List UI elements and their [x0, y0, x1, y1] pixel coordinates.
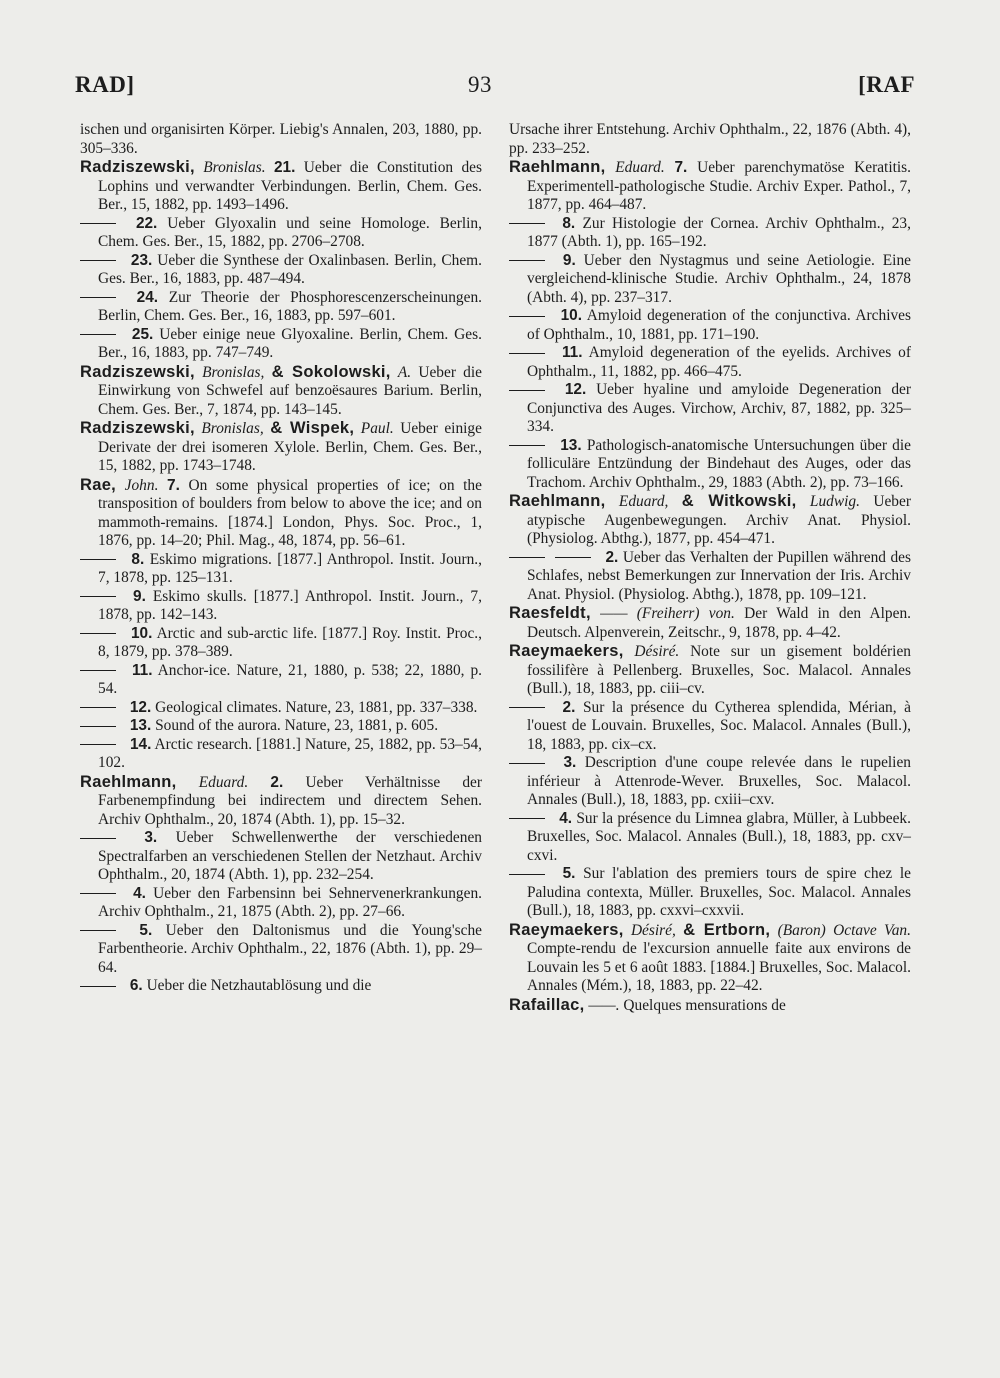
entry-text: Zur Histologie der Cornea. Archiv Ophthalm., 23, 1877 (Abth. 1), pp. 165–192. — [527, 214, 911, 250]
bibliography-entry — [80, 476, 482, 551]
ditto-rule — [80, 260, 116, 261]
bibliography-entry — [80, 551, 482, 588]
entry-number: 3. — [563, 754, 577, 771]
bibliography-entry — [509, 921, 911, 996]
author-given-name: John. — [124, 476, 159, 494]
entry-number: 8. — [562, 214, 576, 232]
author-given-name: —— (Freiherr) von. — [600, 605, 735, 622]
ditto-rule — [509, 316, 545, 317]
entry-number: 4. — [133, 884, 146, 902]
bibliography-entry — [509, 699, 911, 755]
bibliography-entry — [509, 158, 911, 215]
entry-text: Ueber einige Derivate der drei isomeren Xylole. Berlin, Chem. Ges. Ber., 15, 1882, pp. 1743–1748. — [98, 420, 482, 474]
bibliography-entry — [509, 344, 911, 381]
author-name: Raehlmann, — [509, 158, 606, 176]
running-head-left: RAD] — [75, 72, 135, 97]
entry-text: Sur la présence du Cytherea splendida, Mérian, à l'ouest de Louvain. Bruxelles, Soc. Malacol. Annales (Bull.), 18, 1883, pp. cix–cx. — [527, 698, 911, 753]
entry-text: Eskimo migrations. [1877.] Anthropol. Instit. Journ., 7, 1878, pp. 125–131. — [98, 550, 482, 586]
bibliography-entry — [80, 215, 482, 252]
ditto-rule — [555, 557, 591, 558]
author-name: Raeymaekers, — [509, 920, 624, 939]
author-given-name: ——. — [588, 996, 620, 1014]
entry-number: 4. — [559, 809, 573, 827]
ditto-rule — [80, 670, 116, 671]
author-given-name: Bronislas, — [201, 420, 264, 437]
entry-number: 9. — [133, 587, 146, 605]
ditto-rule — [509, 445, 545, 446]
ditto-rule — [80, 633, 116, 634]
author-name: Rae, — [80, 475, 117, 494]
bibliography-entry — [80, 326, 482, 363]
entry-number: 14. — [129, 735, 152, 753]
bibliography-entry — [509, 215, 911, 252]
bibliography-entry — [509, 865, 911, 921]
ditto-rule — [509, 557, 545, 558]
ditto-rule — [80, 930, 116, 931]
left-column — [80, 121, 482, 996]
entry-number: 13. — [129, 717, 152, 734]
running-head-right: [RAF — [858, 72, 915, 97]
bibliography-entry — [509, 810, 911, 866]
entry-number: 21. — [273, 159, 296, 176]
entry-text: Ueber Verhältnisse der Farbenempfindung bei indirectem und directem Sehen. Archiv Ophthalm., 20, 1874 (Abth. 1), pp. 15–32. — [98, 773, 483, 828]
entry-number: 10. — [560, 307, 583, 324]
ditto-rule — [80, 334, 116, 335]
ditto-rule — [80, 559, 116, 560]
entry-number: 2. — [270, 773, 284, 791]
coauthor-name: & Witkowski, — [681, 492, 797, 510]
ditto-rule — [509, 223, 545, 224]
entry-text: Ueber die Netzhautablösung und die — [146, 977, 372, 994]
entry-number: 11. — [561, 344, 583, 361]
coauthor-given-name: Ludwig. — [809, 493, 860, 510]
entry-number: 25. — [131, 325, 154, 343]
bibliography-entry — [509, 121, 911, 158]
entry-number: 10. — [131, 624, 153, 642]
entry-text: Ueber den Nystagmus und seine Aetiologie. Eine vergleichend-klinische Studie. Archiv Ophthalm., 24, 1878 (Abth. 4), pp. 237–317. — [527, 251, 911, 306]
entry-number: 6. — [129, 977, 143, 994]
author-name: Raesfeldt, — [509, 604, 591, 622]
ditto-rule — [509, 874, 545, 875]
entry-text: Sur l'ablation des premiers tours de spire chez le Paludina contexta, Müller. Bruxelles, Soc. Malacol. Annales (Bull.), 18, 1883, pp. cxxvi–cxxvii. — [527, 865, 911, 919]
entry-text: Arctic and sub-arctic life. [1877.] Roy. Instit. Proc., 8, 1879, pp. 378–389. — [98, 624, 482, 660]
bibliography-entry — [80, 588, 482, 625]
ditto-rule — [509, 818, 545, 819]
coauthor-given-name: A. — [397, 363, 412, 381]
bibliography-entry — [80, 717, 482, 736]
entry-number: 8. — [131, 550, 145, 568]
bibliography-entry — [509, 604, 911, 642]
bibliography-entry — [80, 121, 482, 158]
author-given-name: Bronislas, — [202, 363, 265, 381]
entry-number: 2. — [605, 548, 619, 566]
entry-number: 7. — [167, 476, 180, 494]
bibliography-entry — [509, 307, 911, 344]
entry-number: 22. — [135, 214, 158, 232]
ditto-rule — [80, 223, 116, 224]
entry-number: 2. — [562, 698, 576, 716]
coauthor-name: & Sokolowski, — [271, 362, 391, 381]
entry-number: 23. — [130, 251, 153, 269]
entry-text: ischen und organisirten Körper. Liebig's Annalen, 203, 1880, pp. 305–336. — [80, 121, 482, 157]
entry-text: Ueber die Constitution des Lophins und verwandter Verbindungen. Berlin, Chem. Ges. Ber., 15, 1882, pp. 1493–1496. — [98, 159, 482, 213]
author-name: Raehlmann, — [509, 492, 606, 510]
entry-number: 12. — [564, 381, 587, 398]
ditto-rule — [509, 353, 545, 354]
entry-number: 5. — [139, 921, 153, 939]
author-given-name: Eduard. — [198, 773, 249, 791]
entry-number: 7. — [674, 159, 688, 176]
bibliography-entry — [509, 492, 911, 549]
author-given-name: Eduard, — [618, 493, 669, 510]
ditto-rule — [80, 744, 116, 745]
entry-text: Amyloid degeneration of the conjunctiva. Archives of Ophthalm., 10, 1881, pp. 171–190. — [527, 307, 911, 343]
entry-number: 5. — [562, 865, 576, 882]
bibliography-entry — [509, 642, 911, 699]
author-given-name: Désiré, — [630, 921, 676, 939]
coauthor-name: & Wispek, — [270, 419, 355, 437]
entry-text: Arctic research. [1881.] Nature, 25, 1882, pp. 53–54, 102. — [98, 735, 482, 771]
ditto-rule — [80, 726, 116, 727]
ditto-rule — [80, 596, 116, 597]
ditto-rule — [509, 707, 545, 708]
bibliography-entry — [80, 625, 482, 662]
entry-text: Ueber das Verhalten der Pupillen während des Schlafes, nebst Bemerkungen zur Innervation der Iris. Archiv Anat. Physiol. (Physiolog. Abthg.), 1878, pp. 109–121. — [527, 548, 911, 603]
bibliography-entry — [80, 977, 482, 996]
entry-text: Sur la présence du Limnea glabra, Müller, à Lubbeek. Bruxelles, Soc. Malacol. Annales (Bull.), 18, 1883, pp. cxv–cxvi. — [527, 809, 911, 864]
entry-number: 12. — [129, 698, 152, 716]
entry-text: Pathologisch-anatomische Untersuchungen über die folliculäre Entzündung der Bindehaut des Auges, oder das Trachom. Archiv Ophthalm., 29, 1883 (Abth. 2), pp. 73–166. — [527, 436, 911, 491]
entry-text: Der Wald in den Alpen. Deutsch. Alpenverein, Zeitschr., 9, 1878, pp. 4–42. — [527, 605, 911, 641]
entry-text: Ueber den Daltonismus und die Young'sche Farbentheorie. Archiv Ophthalm., 22, 1876 (Abth. 1), pp. 29–64. — [98, 921, 482, 976]
author-name: Radziszewski, — [80, 419, 195, 437]
author-name: Radziszewski, — [80, 362, 195, 381]
entry-number: 11. — [131, 661, 153, 679]
bibliography-entry — [80, 922, 482, 978]
entry-text: Compte-rendu de l'excursion annuelle faite aux environs de Louvain les 5 et 6 août 1883. [1884.] Bruxelles, Soc. Malacol. Annales (Mém.), 18, 1883, pp. 22–42. — [527, 940, 911, 994]
entry-text: Geological climates. Nature, 23, 1881, pp. 337–338. — [155, 698, 478, 716]
ditto-rule — [80, 297, 116, 298]
ditto-rule — [509, 260, 545, 261]
ditto-rule — [80, 707, 116, 708]
bibliography-entry — [509, 996, 911, 1016]
bibliography-entry — [80, 773, 482, 830]
coauthor-name: & Ertborn, — [683, 920, 771, 939]
bibliography-entry — [80, 736, 482, 773]
entry-text: Ueber den Farbensinn bei Sehnervenerkrankungen. Archiv Ophthalm., 21, 1875 (Abth. 2), pp. 27–66. — [98, 884, 482, 920]
author-given-name: Désiré. — [634, 643, 680, 660]
entry-number: 24. — [136, 288, 159, 306]
entry-text: Ueber die Einwirkung von Schwefel auf benzoësaures Barium. Berlin, Chem. Ges. Ber., 7, 1874, pp. 143–145. — [98, 363, 482, 418]
author-given-name: Bronislas. — [203, 159, 266, 176]
entry-number: 3. — [144, 829, 158, 846]
entry-text: Ueber hyaline und amyloide Degeneration der Conjunctiva des Auges. Virchow, Archiv, 87, 1882, pp. 325–334. — [527, 381, 911, 435]
bibliography-entry — [80, 158, 482, 215]
ditto-rule — [509, 390, 545, 391]
entry-number: 9. — [562, 251, 576, 269]
ditto-rule — [509, 763, 545, 764]
entry-text: Anchor-ice. Nature, 21, 1880, p. 538; 22, 1880, p. 54. — [98, 661, 482, 697]
entry-text: Eskimo skulls. [1877.] Anthropol. Instit. Journ., 7, 1878, pp. 142–143. — [98, 587, 482, 623]
entry-text: Zur Theorie der Phosphorescenzerscheinungen. Berlin, Chem. Ges. Ber., 16, 1883, pp. 597–601. — [98, 288, 482, 324]
bibliography-entry — [80, 289, 482, 326]
bibliography-entry — [80, 363, 482, 420]
entry-text: Ueber einige neue Glyoxaline. Berlin, Chem. Ges. Ber., 16, 1883, pp. 747–749. — [98, 325, 482, 361]
bibliography-entry — [80, 662, 482, 699]
author-name: Radziszewski, — [80, 158, 195, 176]
ditto-rule — [80, 986, 116, 987]
entry-text: Ursache ihrer Entstehung. Archiv Ophthalm., 22, 1876 (Abth. 4), pp. 233–252. — [509, 121, 911, 157]
page-number: 93 — [468, 72, 492, 97]
entry-number: 13. — [560, 436, 582, 454]
entry-text: Ueber parenchymatöse Keratitis. Experimentell-pathologische Studie. Archiv Exper. Pathol., 7, 1877, pp. 464–487. — [527, 159, 911, 213]
author-name: Raeymaekers, — [509, 642, 624, 660]
entry-text: Sound of the aurora. Nature, 23, 1881, p. 605. — [155, 717, 439, 734]
author-given-name: Eduard. — [615, 159, 665, 176]
bibliography-entry — [80, 699, 482, 718]
author-name: Rafaillac, — [509, 995, 585, 1014]
entry-text: Note sur un gisement boldérien fossilifère à Pellenberg. Bruxelles, Soc. Malacol. Annales (Bull.), 18, 1883, pp. ciii–cv. — [527, 643, 911, 697]
bibliography-entry — [509, 381, 911, 437]
author-name: Raehlmann, — [80, 772, 177, 791]
entry-text: Ueber Glyoxalin und seine Homologe. Berlin, Chem. Ges. Ber., 15, 1882, pp. 2706–2708. — [98, 214, 482, 250]
bibliography-entry — [80, 829, 482, 885]
bibliography-entry — [80, 419, 482, 476]
bibliography-entry — [509, 754, 911, 810]
entry-text: Ueber Schwellenwerthe der verschiedenen Spectralfarben an verschiedenen Stellen der Netzhaut. Archiv Ophthalm., 20, 1874 (Abth. 1), pp. 232–254. — [98, 829, 482, 883]
right-column — [509, 121, 911, 1015]
entry-text: Amyloid degeneration of the eyelids. Archives of Ophthalm., 11, 1882, pp. 466–475. — [527, 344, 911, 380]
entry-text: Quelques mensurations de — [623, 996, 786, 1014]
bibliography-entry — [80, 885, 482, 922]
ditto-rule — [80, 893, 116, 894]
bibliography-entry — [509, 437, 911, 493]
bibliography-entry — [509, 549, 911, 605]
entry-text: Ueber atypische Augenbewegungen. Archiv Anat. Physiol. (Physiolog. Abthg.), 1877, pp. 454–471. — [527, 493, 911, 547]
bibliography-entry — [80, 252, 482, 289]
entry-text: On some physical properties of ice; on the transposition of boulders from below to above the ice; and on mammoth-remains. [1874.] London, Phys. Soc. Proc., 1, 1876, pp. 14–20; Phil. Mag., 48, 1874, pp. 56–61. — [98, 476, 482, 549]
entry-text: Ueber die Synthese der Oxalinbasen. Berlin, Chem. Ges. Ber., 16, 1883, pp. 487–494. — [98, 251, 482, 287]
coauthor-given-name: (Baron) Octave Van. — [777, 921, 911, 939]
bibliography-entry — [509, 252, 911, 308]
ditto-rule — [80, 838, 116, 839]
entry-text: Description d'une coupe relevée dans le rupelien inférieur à Attenrode-Wever. Bruxelles, Soc. Malacol. Annales (Bull.), 18, 1883, pp. cxiii–cxv. — [527, 754, 911, 808]
coauthor-given-name: Paul. — [360, 420, 394, 437]
